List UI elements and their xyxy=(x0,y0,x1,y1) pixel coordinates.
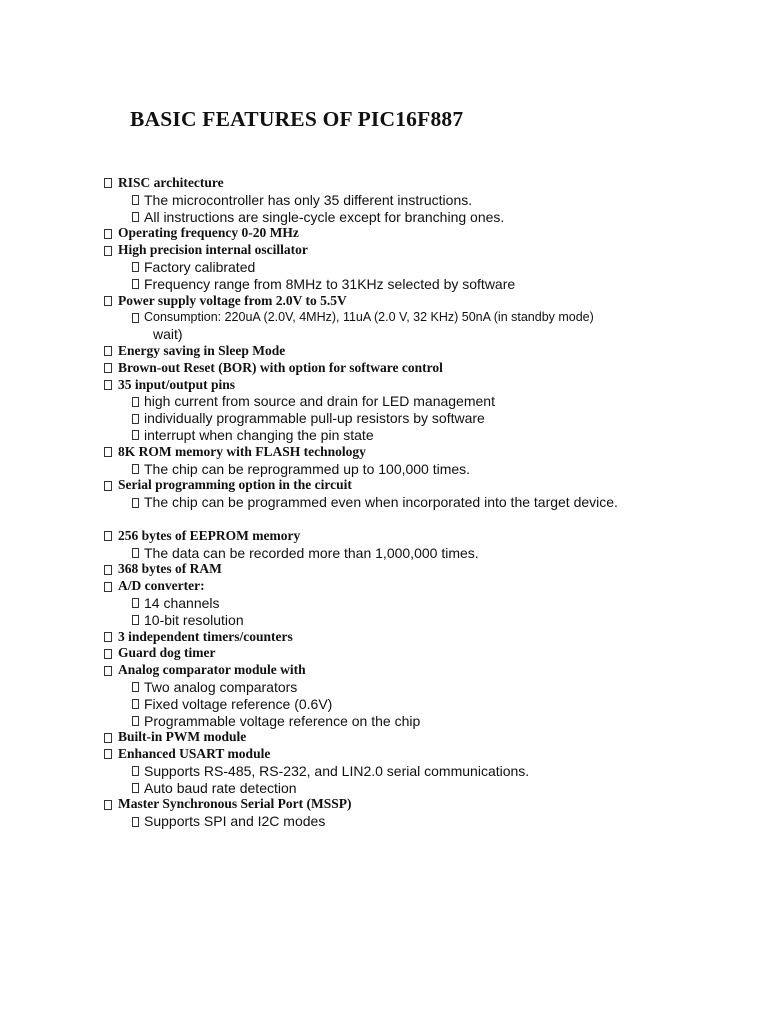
sub-feature-label: Fixed voltage reference (0.6V) xyxy=(144,695,333,712)
feature-item xyxy=(104,477,744,494)
sub-feature-label: The microcontroller has only 35 different instructions. xyxy=(144,191,473,208)
feature-label: Energy saving in Sleep Mode xyxy=(118,342,286,358)
bullet-box-icon xyxy=(132,699,139,709)
feature-label: Built-in PWM module xyxy=(118,729,247,745)
bullet-box-icon xyxy=(104,178,112,188)
bullet-box-icon xyxy=(104,800,112,810)
feature-label: A/D converter: xyxy=(118,578,205,594)
sub-feature-continuation-text: wait) xyxy=(153,326,183,343)
sub-feature-label: The chip can be programmed even when incorporated into the target device. xyxy=(144,494,618,511)
sub-feature-label: 10-bit resolution xyxy=(144,611,244,628)
feature-label: Operating frequency 0-20 MHz xyxy=(118,225,299,241)
bullet-box-icon xyxy=(132,598,139,608)
bullet-box-icon xyxy=(132,766,139,776)
bullet-box-icon xyxy=(132,195,139,205)
sub-feature-label: Supports SPI and I2C modes xyxy=(144,813,326,830)
feature-item xyxy=(104,729,744,746)
sub-feature-item xyxy=(104,813,744,830)
feature-item xyxy=(104,175,744,192)
sub-feature-label: individually programmable pull-up resistors by software xyxy=(144,410,485,427)
sub-feature-item xyxy=(104,309,744,326)
feature-label: 8K ROM memory with FLASH technology xyxy=(118,443,366,459)
bullet-box-icon xyxy=(104,531,112,541)
feature-item xyxy=(104,242,744,259)
feature-label: Serial programming option in the circuit xyxy=(118,477,352,493)
bullet-box-icon xyxy=(104,380,112,390)
feature-list xyxy=(104,175,744,830)
feature-item xyxy=(104,645,744,662)
feature-item xyxy=(104,796,744,813)
feature-item xyxy=(104,561,744,578)
bullet-box-icon xyxy=(132,498,139,508)
feature-label: 3 independent timers/counters xyxy=(118,628,293,644)
feature-item xyxy=(104,746,744,763)
sub-feature-item xyxy=(104,713,744,730)
sub-feature-item xyxy=(104,276,744,293)
sub-feature-label: Two analog comparators xyxy=(144,678,298,695)
bullet-box-icon xyxy=(104,481,112,491)
bullet-box-icon xyxy=(104,733,112,743)
feature-label: 256 bytes of EEPROM memory xyxy=(118,527,301,543)
sub-feature-continuation xyxy=(104,326,744,343)
bullet-box-icon xyxy=(104,666,112,676)
feature-item xyxy=(104,578,744,595)
bullet-box-icon xyxy=(132,414,139,424)
feature-label: Power supply voltage from 2.0V to 5.5V xyxy=(118,292,347,308)
sub-feature-label: high current from source and drain for LED management xyxy=(144,393,495,410)
sub-feature-item xyxy=(104,259,744,276)
sub-feature-item xyxy=(104,545,744,562)
bullet-box-icon xyxy=(132,783,139,793)
sub-feature-item xyxy=(104,780,744,797)
feature-label: Guard dog timer xyxy=(118,645,216,661)
feature-label: RISC architecture xyxy=(118,175,224,190)
feature-item xyxy=(104,662,744,679)
bullet-box-icon xyxy=(132,716,139,726)
sub-feature-label: All instructions are single-cycle except for branching ones. xyxy=(144,208,505,225)
sub-feature-item xyxy=(104,461,744,478)
sub-feature-label: 14 channels xyxy=(144,594,220,611)
sub-feature-item xyxy=(104,696,744,713)
feature-item xyxy=(104,360,744,377)
bullet-box-icon xyxy=(104,246,112,256)
feature-label: Analog comparator module with xyxy=(118,662,306,678)
feature-item xyxy=(104,528,744,545)
bullet-box-icon xyxy=(132,212,139,222)
feature-item xyxy=(104,377,744,394)
page-title: BASIC FEATURES OF PIC16F887 xyxy=(130,107,464,131)
bullet-box-icon xyxy=(104,749,112,759)
bullet-box-icon xyxy=(132,279,139,289)
sub-feature-label: Frequency range from 8MHz to 31KHz selected by software xyxy=(144,275,516,292)
bullet-box-icon xyxy=(104,363,112,373)
feature-item xyxy=(104,629,744,646)
sub-feature-label: Auto baud rate detection xyxy=(144,779,297,796)
bullet-box-icon xyxy=(132,397,139,407)
feature-label: Master Synchronous Serial Port (MSSP) xyxy=(118,796,352,812)
sub-feature-label: Programmable voltage reference on the chip xyxy=(144,712,421,729)
bullet-box-icon xyxy=(104,229,112,239)
feature-item xyxy=(104,444,744,461)
sub-feature-label: The chip can be reprogrammed up to 100,000 times. xyxy=(144,460,471,477)
sub-feature-label: interrupt when changing the pin state xyxy=(144,426,374,443)
spacer xyxy=(104,511,744,528)
feature-item xyxy=(104,293,744,310)
feature-item xyxy=(104,225,744,242)
bullet-box-icon xyxy=(132,313,139,323)
bullet-box-icon xyxy=(104,296,112,306)
sub-feature-item xyxy=(104,410,744,427)
bullet-box-icon xyxy=(104,447,112,457)
bullet-box-icon xyxy=(132,262,139,272)
sub-feature-item xyxy=(104,679,744,696)
sub-feature-label: Supports RS-485, RS-232, and LIN2.0 serial communications. xyxy=(144,762,530,779)
feature-label: 368 bytes of RAM xyxy=(118,561,222,577)
bullet-box-icon xyxy=(132,430,139,440)
sub-feature-item xyxy=(104,209,744,226)
feature-item xyxy=(104,343,744,360)
bullet-box-icon xyxy=(132,615,139,625)
sub-feature-item xyxy=(104,612,744,629)
feature-label: Enhanced USART module xyxy=(118,746,271,762)
bullet-box-icon xyxy=(132,548,139,558)
sub-feature-item xyxy=(104,763,744,780)
feature-label: High precision internal oscillator xyxy=(118,242,308,258)
bullet-box-icon xyxy=(132,817,139,827)
sub-feature-item xyxy=(104,595,744,612)
sub-feature-item xyxy=(104,494,744,511)
feature-label: 35 input/output pins xyxy=(118,376,236,392)
bullet-box-icon xyxy=(104,632,112,642)
sub-feature-label: Factory calibrated xyxy=(144,258,256,275)
bullet-box-icon xyxy=(132,682,139,692)
bullet-box-icon xyxy=(104,582,112,592)
bullet-box-icon xyxy=(104,346,112,356)
sub-feature-label: Consumption: 220uA (2.0V, 4MHz), 11uA (2.0 V, 32 KHz) 50nA (in standby mode) xyxy=(144,310,594,325)
bullet-box-icon xyxy=(132,464,139,474)
feature-label: Brown-out Reset (BOR) with option for software control xyxy=(118,359,443,375)
sub-feature-item xyxy=(104,192,744,209)
sub-feature-label: The data can be recorded more than 1,000,000 times. xyxy=(144,544,479,561)
bullet-box-icon xyxy=(104,565,112,575)
sub-feature-item xyxy=(104,393,744,410)
bullet-box-icon xyxy=(104,649,112,659)
sub-feature-item xyxy=(104,427,744,444)
